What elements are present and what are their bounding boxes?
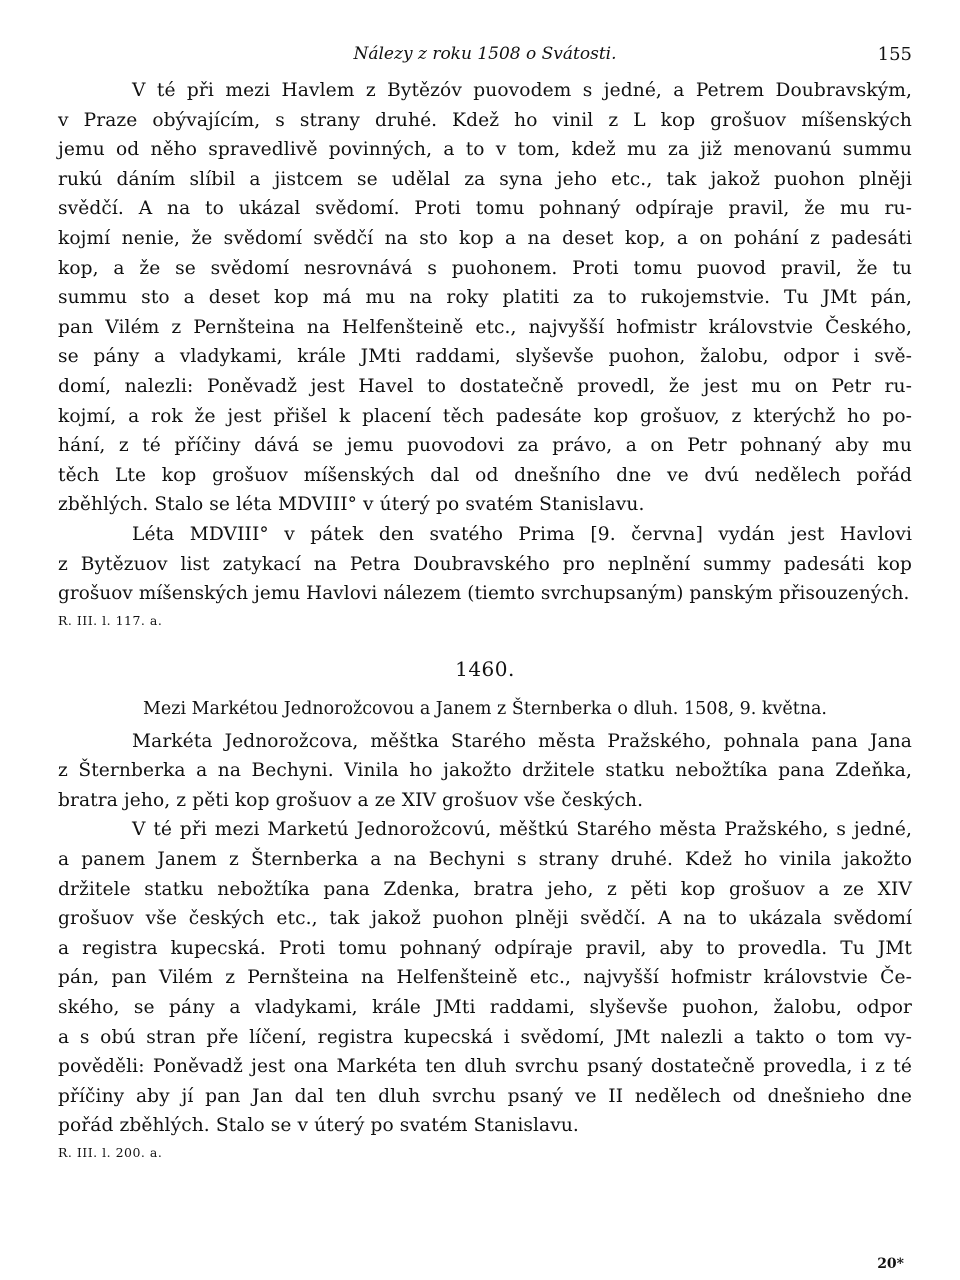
text-line: Markéta Jednorožcova, měštka Starého města Pražského, pohnala pana Jana — [132, 730, 912, 752]
text-line: grošuov míšenských jemu Havlovi nálezem (tiemto svrchupsaným) panským přisouzených. — [58, 583, 910, 605]
running-header — [58, 36, 912, 76]
text-line: grošuov vše českých etc., tak jakož puohon plněji svědčí. A na to ukázala svědomí — [58, 908, 912, 930]
text-line: těch Lte kop grošuov míšenských dal od dnešního dne ve dvú nedělech pořád — [58, 464, 912, 486]
text-line: pán, pan Vilém z Pernšteina na Helfenšteině etc., najvyšší hofmistr královstvie Če- — [58, 967, 912, 989]
text-line: pan Vilém z Pernšteina na Helfenšteině etc., najvyšší hofmistr královstvie Českého, — [58, 316, 912, 338]
entry-section — [58, 727, 912, 1163]
source-reference: R. III. l. 117. a. — [58, 612, 163, 628]
page-number: 155 — [877, 44, 912, 65]
document-page — [58, 36, 912, 1256]
text-line: držitele statku nebožtíka pana Zdenka, bratra jeho, z pěti kop grošuov a ze XIV — [58, 878, 912, 900]
source-reference: R. III. l. 200. a. — [58, 1145, 163, 1160]
text-line: kojmí nenie, že svědomí svědčí na sto kop a na deset kop, a on pohání z padesáti — [58, 227, 912, 249]
text-line: svědčí. A na to ukázal svědomí. Proti tomu pohnaný odpíraje pravil, že mu ru- — [58, 198, 912, 220]
entry-number: 1460. — [455, 656, 515, 681]
text-line: a registra kupecská. Proti tomu pohnaný odpíraje pravil, aby to provedla. Tu JMt — [58, 937, 912, 959]
text-line: pověděli: Poněvadž jest ona Markéta ten dluh svrchu psaný dostatečně provedla, i z té — [58, 1056, 912, 1078]
text-line: V té při mezi Marketú Jednorožcovú, měštkú Starého města Pražského, s jedné, — [132, 819, 912, 841]
entry-summary: Mezi Markétou Jednorožcovou a Janem z Šternberka o dluh. 1508, 9. května. — [142, 698, 827, 719]
note-paragraph — [58, 520, 912, 609]
text-line: kojmí, a rok že jest přišel k placení těch padesáte kop grošuov, z kterýchž ho po- — [58, 405, 912, 427]
text-line: a panem Janem z Šternberka a na Bechyni s strany druhé. Kdež ho vinila jakožto — [58, 849, 912, 871]
text-line: z Bytězuov list zatykací na Petra Doubravského pro neplnění summy padesáti kop — [58, 553, 912, 575]
text-line: příčiny aby jí pan Jan dal ten dluh svrchu psaný ve II nedělech od dnešnieho dne — [58, 1085, 912, 1107]
text-line: Léta MDVIII° v pátek den svatého Prima [9. června] vydán jest Havlovi — [132, 523, 912, 545]
running-title: Nálezy z roku 1508 o Svátosti. — [353, 44, 617, 64]
text-line: domí, nalezli: Poněvadž jest Havel to dostatečně provedl, že jest mu on Petr ru- — [58, 375, 912, 397]
text-line: bratra jeho, z pěti kop grošuov a ze XIV grošuov vše českých. — [58, 789, 644, 811]
text-line: jemu od něho spravedlivě povinných, a to v tom, kdež mu za již menovanú summu — [58, 139, 912, 161]
entry-paragraph — [58, 815, 912, 1141]
text-line: V té při mezi Havlem z Bytězóv puovodem s jedné, a Petrem Doubravským, — [132, 80, 912, 101]
text-line: summu sto a deset kop má mu na roky platiti za to rukojemstvie. Tu JMt pán, — [58, 287, 912, 309]
text-line: se pány a vladykami, krále JMti raddami, slyševše puohon, žalobu, odpor i svě- — [58, 346, 912, 368]
text-line: ského, se pány a vladykami, krále JMti raddami, slyševše puohon, žalobu, odpor — [58, 997, 912, 1019]
text-line: zběhlých. Stalo se léta MDVIII° v úterý po svatém Stanislavu. — [58, 494, 645, 516]
entry-paragraph — [58, 727, 912, 816]
text-line: v Praze obývajícím, s strany druhé. Kdež ho vinil z L kop grošuov míšenských — [58, 109, 912, 131]
signature-mark: 20* — [877, 1256, 904, 1272]
text-line: pořád zběhlých. Stalo se v úterý po svatém Stanislavu. — [58, 1115, 579, 1137]
text-line: a s obú stran pře líčení, registra kupecská i svědomí, JMt nalezli a takto o tom vy- — [58, 1026, 912, 1048]
text-line: kop, a že se svědomí nesrovnává s puohonem. Proti tomu puovod pravil, že tu — [58, 257, 912, 279]
continuation-paragraph — [58, 76, 912, 520]
continuation-section — [58, 76, 912, 631]
text-line: z Šternberka a na Bechyni. Vinila ho jakožto držitele statku nebožtíka pana Zdeňka, — [58, 760, 912, 782]
text-line: rukú dáním slíbil a jistcem se udělal za syna jeho etc., tak jakož puohon plněji — [58, 168, 912, 190]
text-line: hání, z té příčiny dává se jemu puovodovi za právo, a on Petr pohnaný aby mu — [58, 435, 912, 457]
